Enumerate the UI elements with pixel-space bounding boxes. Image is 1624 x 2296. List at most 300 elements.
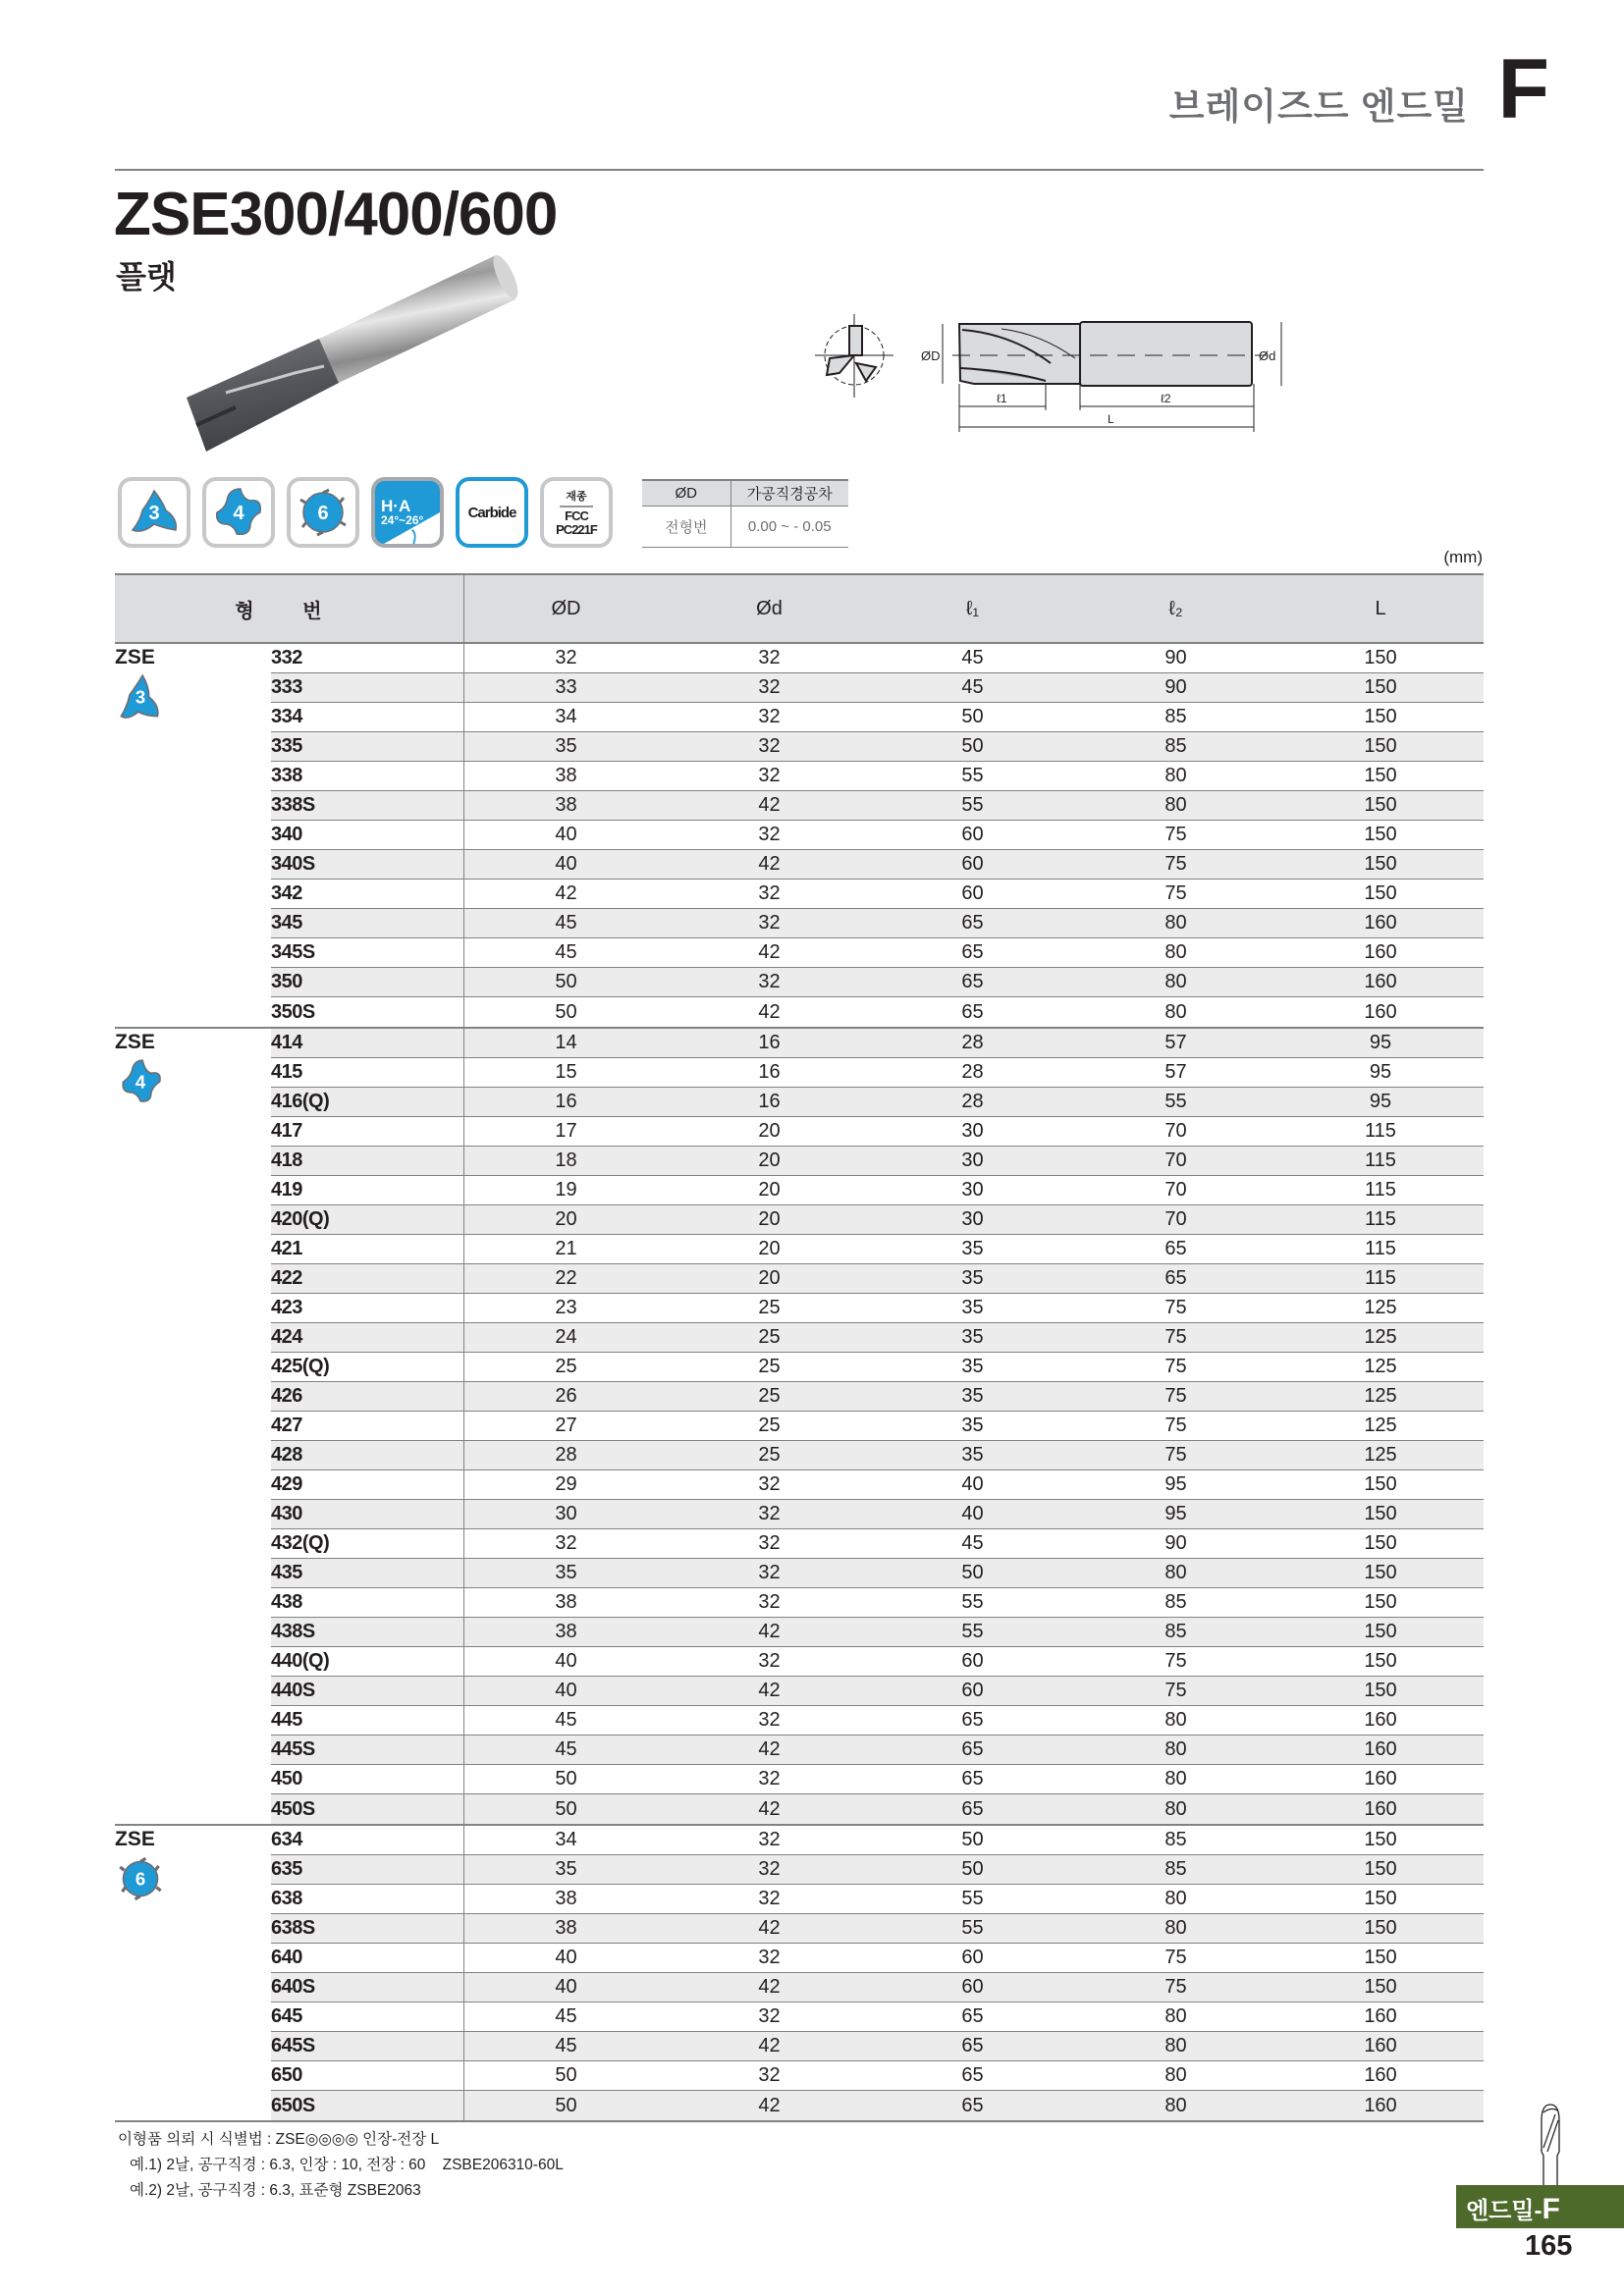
table-row: [271, 1294, 1484, 1323]
product-subtitle: 플랫: [116, 259, 177, 294]
cell-l1: 65: [961, 912, 984, 934]
cell-l1: 28: [961, 1091, 984, 1112]
cell-l1: 40: [961, 1473, 984, 1495]
cell-model: 650S: [271, 2091, 464, 2120]
cell-model: 445: [271, 1706, 464, 1735]
cell-l2: 85: [1164, 706, 1187, 727]
group-prefix: ZSE: [115, 1828, 155, 1850]
cell-L: 115: [1365, 1179, 1396, 1201]
cell-model: 338S: [271, 791, 464, 820]
cell-l1: 65: [961, 1797, 984, 1820]
cell-dia-D: 45: [555, 912, 577, 934]
cell-dia-d: 32: [758, 647, 781, 668]
cell-dia-D: 38: [555, 1888, 577, 1909]
table-row: [271, 2002, 1484, 2032]
header-dia-d: Ød: [756, 597, 783, 619]
cell-L: 150: [1364, 735, 1397, 757]
cell-dia-d: 32: [758, 1768, 781, 1789]
cell-L: 95: [1369, 1032, 1392, 1053]
cell-L: 160: [1364, 2035, 1397, 2056]
cell-l1: 65: [961, 1738, 984, 1760]
cell-model: 417: [271, 1117, 464, 1146]
cell-L: 160: [1364, 971, 1397, 992]
cell-l2: 95: [1164, 1503, 1187, 1524]
cell-l1: 55: [961, 765, 984, 786]
cell-dia-D: 38: [555, 794, 577, 816]
table-row: [271, 997, 1484, 1027]
cell-l1: 55: [961, 1621, 984, 1642]
cell-dia-d: 32: [758, 1829, 781, 1850]
cell-L: 150: [1364, 1650, 1397, 1672]
header-l2: ℓ₂: [1168, 597, 1183, 619]
table-row: [271, 1735, 1484, 1765]
svg-text:6: 6: [135, 1868, 146, 1890]
cell-L: 150: [1364, 1858, 1397, 1880]
cell-l2: 80: [1164, 1768, 1187, 1789]
cell-dia-d: 32: [758, 1591, 781, 1613]
cell-dia-d: 20: [758, 1208, 781, 1230]
cell-dia-d: 42: [758, 941, 781, 963]
cell-L: 160: [1364, 2064, 1397, 2086]
table-row: [271, 1855, 1484, 1885]
cell-l1: 30: [961, 1149, 984, 1171]
cell-l1: 65: [961, 2064, 984, 2086]
cell-dia-D: 20: [555, 1208, 577, 1230]
cell-model: 333: [271, 673, 464, 702]
cell-model: 334: [271, 703, 464, 731]
cell-l2: 57: [1164, 1032, 1187, 1053]
cell-model: 426: [271, 1382, 464, 1411]
cell-model: 645S: [271, 2032, 464, 2060]
cell-dia-D: 22: [555, 1267, 577, 1289]
cell-L: 160: [1364, 2094, 1397, 2116]
cell-l2: 90: [1164, 1532, 1187, 1554]
table-row: [271, 1412, 1484, 1441]
cell-dia-D: 40: [555, 1947, 577, 1968]
cell-L: 150: [1364, 1473, 1397, 1495]
cell-model: 424: [271, 1323, 464, 1352]
table-row: [271, 1264, 1484, 1294]
tolerance-cell-value: 0.00 ~ - 0.05: [731, 506, 848, 547]
page-number: 165: [1525, 2230, 1573, 2262]
cell-dia-D: 26: [555, 1385, 577, 1407]
note-identification: 이형품 의뢰 시 식별법 : ZSE◎◎◎◎ 인장-전장 L: [118, 2131, 440, 2148]
cell-model: 650: [271, 2061, 464, 2090]
cell-l2: 90: [1164, 676, 1187, 698]
cell-dia-D: 50: [555, 971, 577, 992]
side-view: [952, 322, 1267, 386]
footer-tab-label: 엔드밀-: [1466, 2198, 1543, 2224]
cell-dia-D: 34: [555, 1829, 577, 1850]
cell-l2: 95: [1164, 1473, 1187, 1495]
cell-dia-d: 20: [758, 1120, 781, 1142]
cell-l2: 70: [1164, 1208, 1187, 1230]
cell-l2: 85: [1164, 1829, 1187, 1850]
cell-l2: 75: [1164, 1415, 1187, 1436]
tolerance-table: [642, 479, 848, 548]
group-prefix: ZSE: [115, 1031, 155, 1053]
cell-l1: 50: [961, 1829, 984, 1850]
cell-model: 634: [271, 1826, 464, 1854]
cell-dia-D: 34: [555, 706, 577, 727]
cell-dia-d: 32: [758, 1947, 781, 1968]
cell-model: 340: [271, 821, 464, 849]
cell-l2: 80: [1164, 1888, 1187, 1909]
cell-L: 125: [1364, 1356, 1397, 1377]
svg-text:3: 3: [135, 686, 146, 708]
cell-dia-D: 25: [555, 1356, 577, 1377]
cell-dia-D: 40: [555, 824, 577, 845]
cell-l1: 65: [961, 1000, 984, 1023]
cell-model: 445S: [271, 1735, 464, 1764]
cell-l2: 75: [1164, 853, 1187, 875]
feature-icon-row: [118, 477, 613, 548]
cell-l2: 75: [1164, 1297, 1187, 1318]
table-row: [271, 673, 1484, 703]
cell-dia-d: 42: [758, 1917, 781, 1939]
cell-l2: 75: [1164, 1680, 1187, 1701]
material-line-1: FCC: [565, 508, 588, 524]
cell-L: 115: [1365, 1267, 1396, 1289]
table-group-3-flute: [115, 644, 1484, 1029]
flutes-4-label: 4: [233, 503, 244, 524]
flutes-6-icon: [119, 1855, 252, 1907]
cell-l1: 35: [961, 1326, 984, 1348]
cell-dia-d: 20: [758, 1149, 781, 1171]
cell-dia-D: 16: [555, 1091, 577, 1112]
table-row: [271, 1235, 1484, 1264]
table-row: [271, 880, 1484, 909]
cell-l2: 80: [1164, 1562, 1187, 1583]
table-row: [271, 938, 1484, 968]
cell-dia-D: 50: [555, 1000, 577, 1023]
cell-l2: 80: [1164, 794, 1187, 816]
unit-label: (mm): [1443, 548, 1483, 566]
cell-dia-D: 40: [555, 1680, 577, 1701]
note-example-2: 예.2) 2날, 공구직경 : 6.3, 표준형 ZSBE2063: [130, 2182, 421, 2199]
cell-l2: 75: [1164, 1947, 1187, 1968]
flutes-4-icon: [202, 477, 275, 548]
cell-l2: 85: [1164, 735, 1187, 757]
cell-model: 438: [271, 1588, 464, 1617]
cell-L: 150: [1364, 853, 1397, 875]
cell-l1: 30: [961, 1208, 984, 1230]
cell-L: 150: [1364, 1621, 1397, 1642]
table-row: [271, 1441, 1484, 1470]
cell-model: 427: [271, 1412, 464, 1440]
cell-dia-D: 19: [555, 1179, 577, 1201]
table-row: [271, 1205, 1484, 1235]
table-row: [271, 850, 1484, 880]
cell-L: 115: [1365, 1238, 1396, 1259]
table-row: [271, 1500, 1484, 1529]
cell-dia-D: 42: [555, 882, 577, 904]
cell-dia-D: 35: [555, 1858, 577, 1880]
cell-l2: 75: [1164, 1385, 1187, 1407]
header-model: 형 번: [115, 575, 464, 642]
table-row: [271, 1618, 1484, 1647]
cell-dia-D: 45: [555, 1738, 577, 1760]
technical-drawing: [795, 265, 1306, 432]
cell-l1: 55: [961, 794, 984, 816]
footer-tab-letter: F: [1542, 2193, 1560, 2225]
helix-angle-icon: [371, 477, 444, 548]
cell-dia-D: 50: [555, 2094, 577, 2116]
cell-L: 95: [1369, 1061, 1392, 1083]
cell-dia-d: 25: [758, 1297, 781, 1318]
cell-model: 338: [271, 762, 464, 790]
cell-dia-d: 32: [758, 882, 781, 904]
table-row: [271, 1914, 1484, 1944]
cell-model: 438S: [271, 1618, 464, 1646]
helix-angle-value: 24°~26°: [381, 512, 424, 527]
cell-dia-D: 35: [555, 1562, 577, 1583]
group-label: [115, 646, 252, 725]
cell-l1: 65: [961, 1768, 984, 1789]
label-l2: ℓ2: [1161, 392, 1171, 405]
cell-dia-D: 40: [555, 1650, 577, 1672]
cell-l2: 75: [1164, 1444, 1187, 1466]
cell-l1: 45: [961, 676, 984, 698]
cell-L: 150: [1364, 1976, 1397, 1998]
cell-l2: 90: [1164, 647, 1187, 668]
spec-table-body: [115, 644, 1484, 2122]
cell-l2: 80: [1164, 1797, 1187, 1820]
cell-l1: 60: [961, 1650, 984, 1672]
cell-l2: 85: [1164, 1858, 1187, 1880]
cell-dia-d: 32: [758, 912, 781, 934]
label-dia-D: ØD: [921, 348, 941, 363]
cell-l2: 85: [1164, 1591, 1187, 1613]
cell-dia-d: 32: [758, 1888, 781, 1909]
cell-dia-d: 32: [758, 1562, 781, 1583]
cell-l1: 65: [961, 1709, 984, 1731]
cell-l1: 65: [961, 971, 984, 992]
cell-dia-d: 32: [758, 1503, 781, 1524]
note-example-1: 예.1) 2날, 공구직경 : 6.3, 인장 : 10, 전장 : 60 ZSBE206310-60L: [130, 2157, 564, 2173]
cell-model: 640: [271, 1944, 464, 1972]
cell-model: 414: [271, 1029, 464, 1057]
cell-model: 423: [271, 1294, 464, 1322]
table-row: [271, 732, 1484, 762]
label-dia-d: Ød: [1259, 348, 1276, 363]
cell-dia-D: 27: [555, 1415, 577, 1436]
group-label: [115, 1828, 252, 1907]
cell-l1: 35: [961, 1444, 984, 1466]
table-row: [271, 1176, 1484, 1205]
cell-model: 428: [271, 1441, 464, 1469]
cell-model: 435: [271, 1559, 464, 1587]
cell-l1: 50: [961, 735, 984, 757]
cell-dia-D: 50: [555, 1768, 577, 1789]
cell-l1: 50: [961, 1858, 984, 1880]
cell-model: 335: [271, 732, 464, 761]
header-dia-D: ØD: [551, 597, 581, 619]
cell-dia-D: 50: [555, 2064, 577, 2086]
end-view: [815, 314, 893, 398]
cell-dia-d: 42: [758, 2035, 781, 2056]
material-line-2: PC221F: [556, 522, 597, 537]
cell-l2: 85: [1164, 1621, 1187, 1642]
cell-model: 345S: [271, 938, 464, 967]
flutes-3-label: 3: [148, 503, 160, 524]
cell-l2: 80: [1164, 2064, 1187, 2086]
cell-dia-d: 32: [758, 765, 781, 786]
cell-dia-D: 32: [555, 1532, 577, 1554]
cell-model: 450: [271, 1765, 464, 1793]
cell-L: 125: [1364, 1297, 1397, 1318]
table-row: [271, 2032, 1484, 2061]
cell-l2: 80: [1164, 2094, 1187, 2116]
flutes-3-icon: [118, 477, 190, 548]
cell-model: 415: [271, 1058, 464, 1087]
cell-l1: 28: [961, 1061, 984, 1083]
material-grade-icon: [540, 477, 613, 548]
table-row: [271, 1559, 1484, 1588]
cell-l2: 75: [1164, 1356, 1187, 1377]
table-row: [271, 1029, 1484, 1058]
cell-dia-D: 18: [555, 1149, 577, 1171]
cell-l1: 45: [961, 647, 984, 668]
cell-l1: 65: [961, 941, 984, 963]
cell-model: 450S: [271, 1794, 464, 1824]
cell-dia-D: 38: [555, 1591, 577, 1613]
cell-l1: 55: [961, 1591, 984, 1613]
cell-model: 645: [271, 2002, 464, 2031]
cell-dia-d: 32: [758, 2064, 781, 2086]
cell-dia-d: 32: [758, 1650, 781, 1672]
cell-model: 429: [271, 1470, 464, 1499]
cell-model: 432(Q): [271, 1529, 464, 1558]
cell-dia-D: 40: [555, 1976, 577, 1998]
table-row: [271, 644, 1484, 673]
cell-dia-d: 25: [758, 1385, 781, 1407]
cell-L: 95: [1369, 1091, 1392, 1112]
cell-model: 350: [271, 968, 464, 996]
cell-dia-D: 45: [555, 2035, 577, 2056]
cell-L: 150: [1364, 824, 1397, 845]
cell-dia-d: 42: [758, 2094, 781, 2116]
cell-L: 125: [1364, 1444, 1397, 1466]
cell-L: 150: [1364, 1829, 1397, 1850]
table-row: [271, 1353, 1484, 1382]
cell-L: 125: [1364, 1326, 1397, 1348]
cell-model: 416(Q): [271, 1088, 464, 1116]
cell-L: 150: [1364, 1562, 1397, 1583]
cell-l1: 55: [961, 1917, 984, 1939]
cell-model: 440(Q): [271, 1647, 464, 1676]
cell-dia-d: 42: [758, 1797, 781, 1820]
cell-model: 430: [271, 1500, 464, 1528]
cell-L: 160: [1364, 941, 1397, 963]
cell-model: 342: [271, 880, 464, 908]
cell-dia-d: 25: [758, 1415, 781, 1436]
cell-l1: 35: [961, 1267, 984, 1289]
cell-l2: 75: [1164, 1326, 1187, 1348]
table-row: [271, 1529, 1484, 1559]
cell-l1: 35: [961, 1415, 984, 1436]
cell-L: 150: [1364, 706, 1397, 727]
cell-dia-D: 38: [555, 1917, 577, 1939]
cell-l2: 80: [1164, 765, 1187, 786]
table-row: [271, 1470, 1484, 1500]
cell-L: 150: [1364, 1680, 1397, 1701]
cell-L: 160: [1364, 1709, 1397, 1731]
table-row: [271, 1706, 1484, 1735]
cell-l1: 30: [961, 1179, 984, 1201]
section-letter: F: [1497, 42, 1549, 136]
cell-dia-D: 40: [555, 853, 577, 875]
cell-l2: 75: [1164, 1976, 1187, 1998]
cell-dia-d: 32: [758, 676, 781, 698]
cell-l1: 60: [961, 1947, 984, 1968]
cell-dia-D: 21: [555, 1238, 577, 1259]
table-row: [271, 2091, 1484, 2120]
tolerance-header-dia: ØD: [642, 480, 731, 506]
cell-L: 160: [1364, 1768, 1397, 1789]
table-row: [271, 1323, 1484, 1353]
product-photo: [177, 250, 530, 456]
cell-dia-d: 42: [758, 1680, 781, 1701]
table-row: [271, 968, 1484, 997]
cell-model: 440S: [271, 1677, 464, 1705]
cell-model: 425(Q): [271, 1353, 464, 1381]
cell-dia-d: 32: [758, 1473, 781, 1495]
cell-L: 115: [1365, 1120, 1396, 1142]
helix-angle-label: H·A: [381, 496, 411, 515]
table-row: [271, 1647, 1484, 1677]
cell-dia-d: 20: [758, 1238, 781, 1259]
cell-dia-d: 42: [758, 1738, 781, 1760]
cell-dia-D: 35: [555, 735, 577, 757]
cell-dia-D: 28: [555, 1444, 577, 1466]
table-row: [271, 909, 1484, 938]
end-mill-tool-icon: [1534, 2101, 1567, 2187]
cell-model: 635: [271, 1855, 464, 1884]
svg-text:4: 4: [135, 1071, 146, 1093]
cell-l1: 35: [961, 1297, 984, 1318]
spec-table: [115, 573, 1484, 2122]
table-row: [271, 821, 1484, 850]
cell-l1: 35: [961, 1356, 984, 1377]
cell-l1: 45: [961, 1532, 984, 1554]
cell-model: 419: [271, 1176, 464, 1204]
cell-model: 638S: [271, 1914, 464, 1943]
cell-dia-D: 30: [555, 1503, 577, 1524]
cell-l2: 80: [1164, 912, 1187, 934]
cell-dia-d: 32: [758, 1709, 781, 1731]
cell-model: 640S: [271, 1973, 464, 2002]
cell-l1: 65: [961, 2035, 984, 2056]
cell-model: 340S: [271, 850, 464, 879]
cell-dia-d: 16: [758, 1091, 781, 1112]
spec-table-header: [115, 573, 1484, 644]
tolerance-header-tolerance: 가공직경공차: [731, 480, 848, 506]
cell-l1: 60: [961, 853, 984, 875]
cell-L: 150: [1364, 676, 1397, 698]
cell-l1: 35: [961, 1385, 984, 1407]
cell-dia-D: 45: [555, 941, 577, 963]
flutes-4-icon: [119, 1058, 252, 1110]
cell-dia-D: 24: [555, 1326, 577, 1348]
material-label: 재종: [560, 488, 592, 507]
cell-dia-D: 33: [555, 676, 577, 698]
cell-l2: 80: [1164, 1917, 1187, 1939]
cell-l1: 60: [961, 1976, 984, 1998]
cell-dia-D: 32: [555, 647, 577, 668]
group-label: [115, 1031, 252, 1110]
table-row: [271, 703, 1484, 732]
